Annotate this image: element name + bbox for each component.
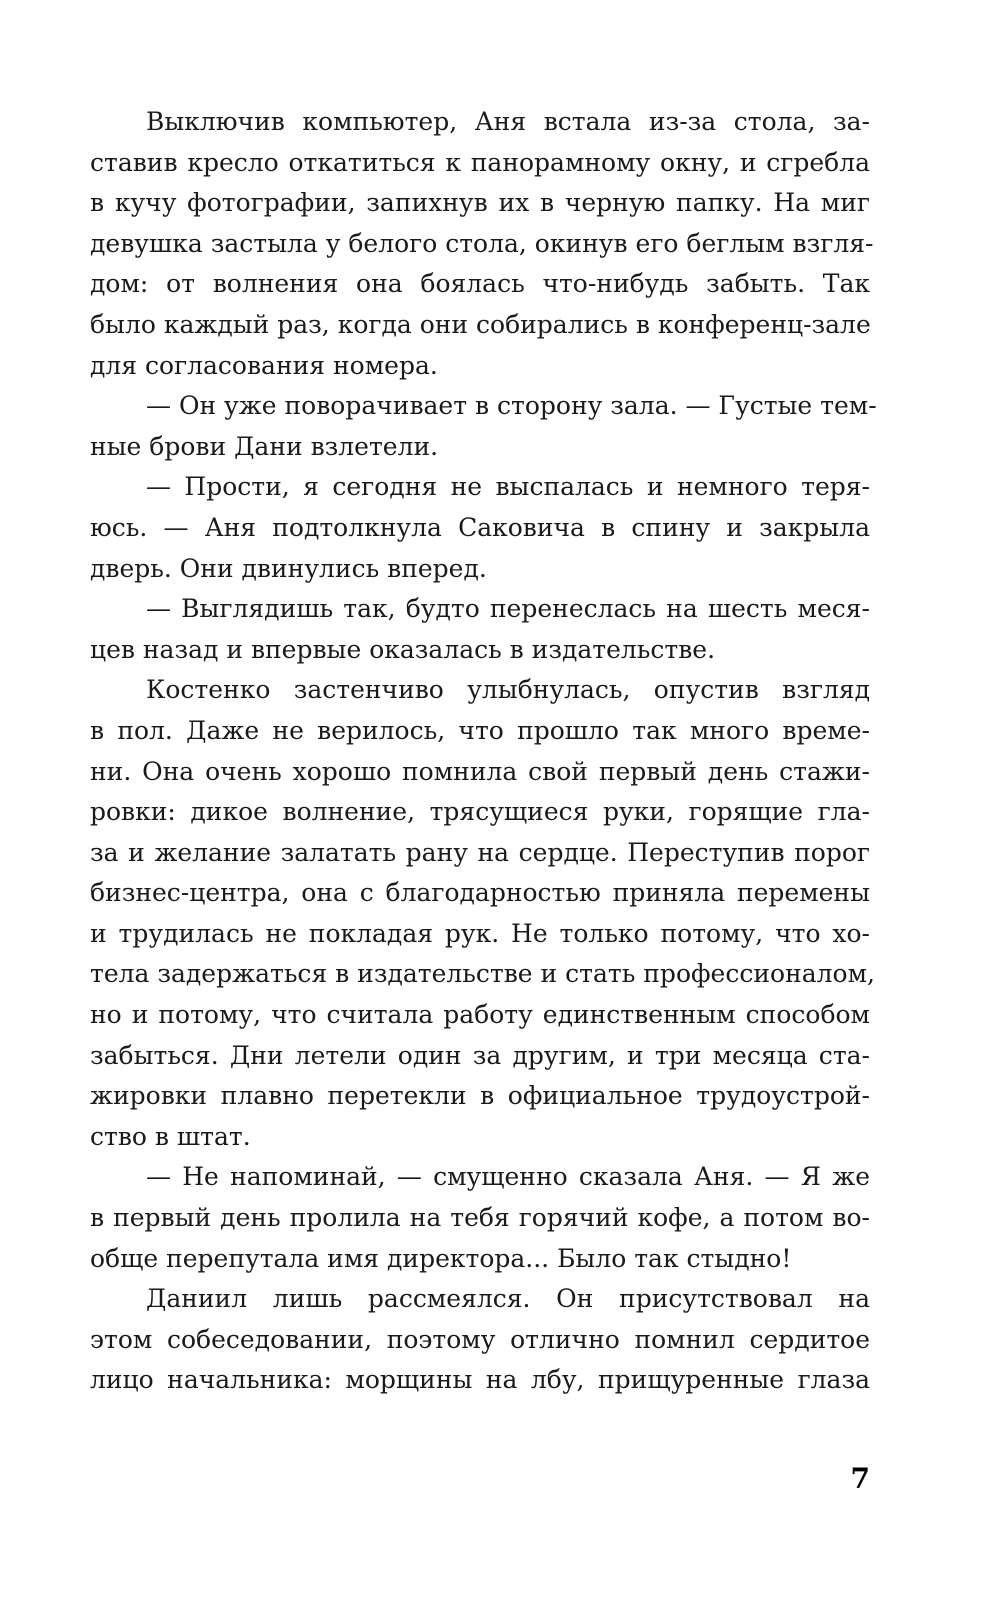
text-line: — Не напоминай, — смущенно сказала Аня. — Я же <box>146 1162 870 1192</box>
text-line: обще перепутала имя директора... Было так стыдно! <box>90 1243 792 1273</box>
text-line: в первый день пролила на тебя горячий кофе, а потом во- <box>90 1203 870 1233</box>
text-line: этом собеседовании, поэтому отлично помнил сердитое <box>90 1324 870 1354</box>
text-line: — Он уже поворачивает в сторону зала. — Густые тем- <box>146 391 877 421</box>
text-line: тела задержаться в издательстве и стать профессионалом, <box>90 959 875 989</box>
text-line: ни. Она очень хорошо помнила свой первый день стажи- <box>90 756 870 786</box>
text-line: но и потому, что считала работу единственным способом <box>90 1000 870 1030</box>
text-line: — Выглядишь так, будто перенеслась на шесть меся- <box>146 594 870 624</box>
text-line: за и желание залатать рану на сердце. Переступив порог <box>90 837 870 867</box>
text-line: Выключив компьютер, Аня встала из-за стола, за- <box>146 107 870 136</box>
text-line: ство в штат. <box>90 1121 251 1151</box>
text-line: забыться. Дни летели один за другим, и три месяца ста- <box>90 1040 870 1070</box>
text-line: Даниил лишь рассмеялся. Он присутствовал на <box>146 1284 870 1314</box>
text-line: дом: от волнения она боялась что-нибудь забыть. Так <box>90 269 870 299</box>
text-line: лицо начальника: морщины на лбу, прищуренные глаза <box>90 1365 870 1395</box>
text-line: бизнес-центра, она с благодарностью приняла перемены <box>90 878 870 908</box>
text-line: девушка застыла у белого стола, окинув его беглым взгля- <box>90 228 874 258</box>
text-line: Костенко застенчиво улыбнулась, опустив взгляд <box>146 675 870 705</box>
body-text <box>90 102 877 1401</box>
text-line: ставив кресло откатиться к панорамному окну, и сгребла <box>90 147 870 177</box>
text-line: юсь. — Аня подтолкнула Саковича в спину и закрыла <box>90 512 870 542</box>
text-line: ровки: дикое волнение, трясущиеся руки, горящие гла- <box>90 797 870 827</box>
text-line: жировки плавно перетекли в официальное трудоустрой- <box>90 1081 870 1111</box>
text-line: ные брови Дани взлетели. <box>90 431 439 461</box>
page-number: 7 <box>850 1462 870 1495</box>
text-line: — Прости, я сегодня не выспалась и немного теря- <box>146 472 870 502</box>
text-line: было каждый раз, когда они собирались в конференц-зале <box>90 309 871 339</box>
text-line: в пол. Даже не верилось, что прошло так много време- <box>90 715 870 745</box>
text-line: дверь. Они двинулись вперед. <box>90 553 487 583</box>
text-line: цев назад и впервые оказалась в издательстве. <box>90 634 716 664</box>
text-line: и трудилась не покладая рук. Не только потому, что хо- <box>90 918 870 948</box>
text-line: для согласования номера. <box>90 350 438 380</box>
text-line: в кучу фотографии, запихнув их в черную папку. На миг <box>90 188 870 218</box>
